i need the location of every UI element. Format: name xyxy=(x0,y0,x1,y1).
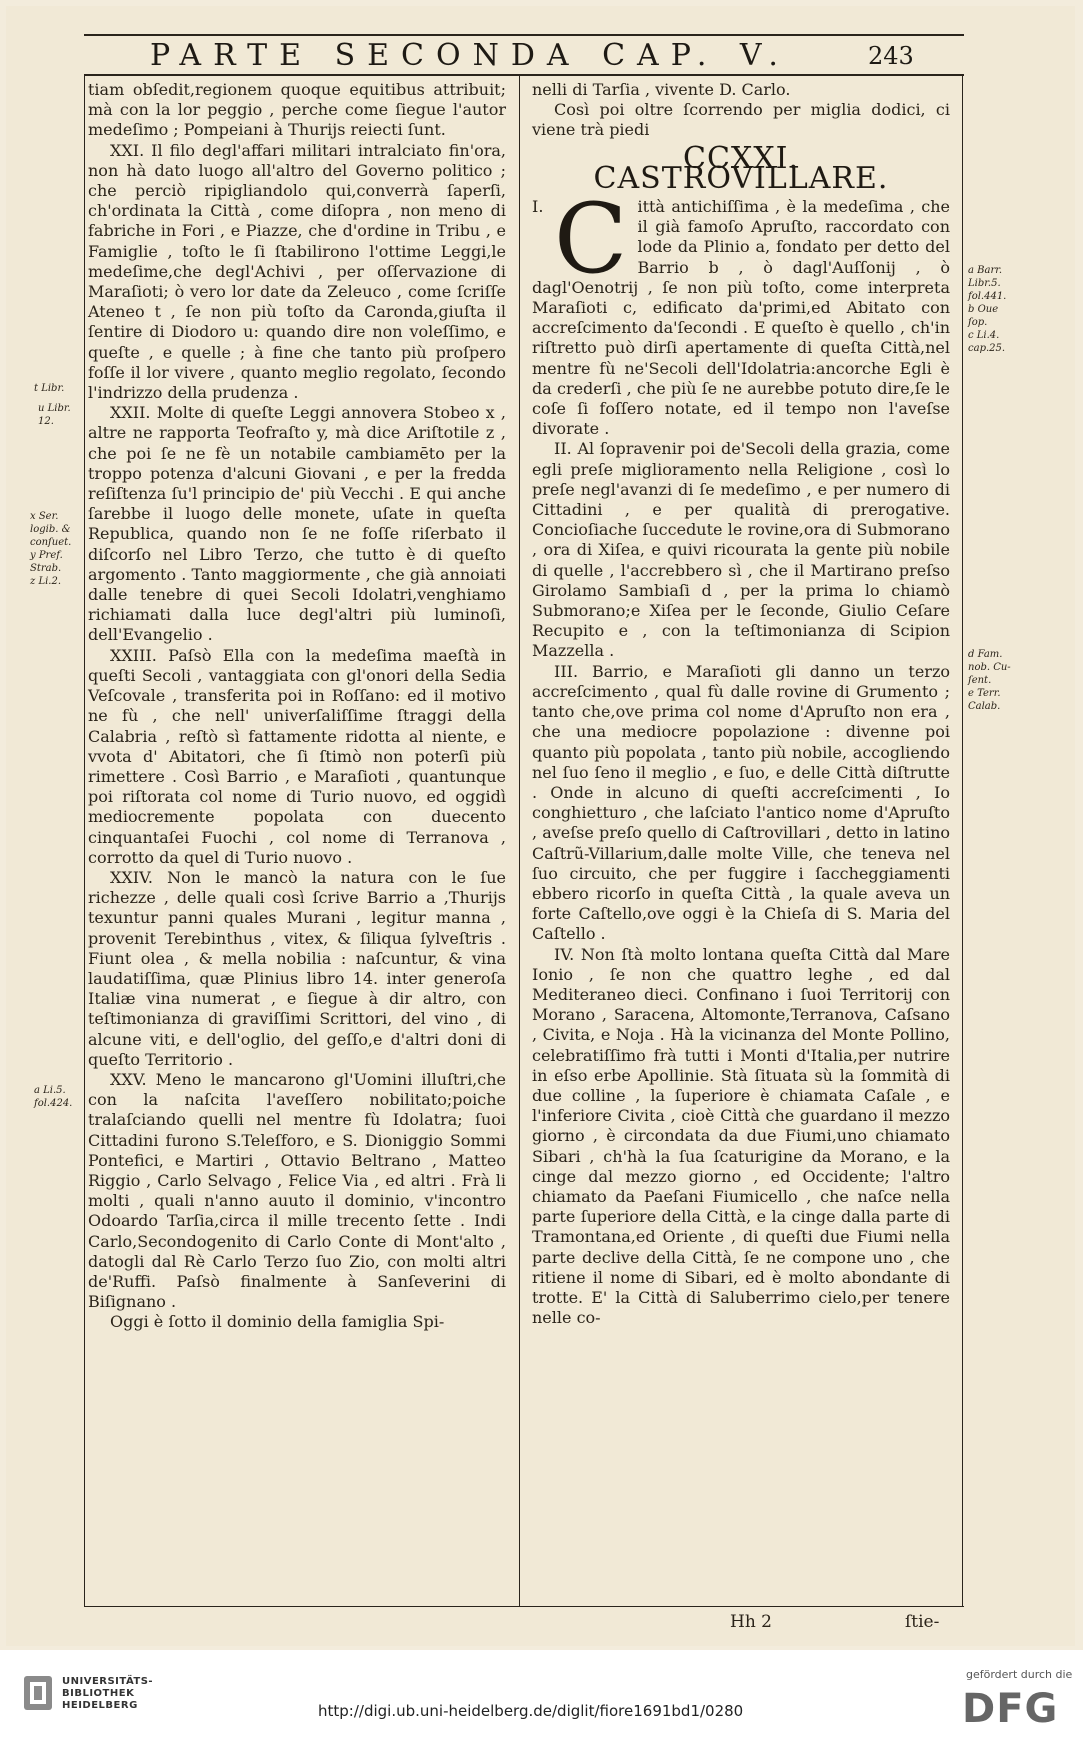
right-paragraph: II. Al ſopravenir poi de'Secoli della grazia, come egli preſe miglioramento nella Religione , così lo preſe negl'avanzi di ſe medeſimo , e per numero di Cittadini , e per qualità di prerogative. Concioſiache ſuccedute le rovine,ora di Submorano , ora di Xiſea, e quivi ricourata la gente più nobile di quelle , l'accrebbero sì , che il Martirano preſso Girolamo Sambiaſi d , per la prima lo chiamò Submorano;e Xiſea per le ſeconde, Giulio Ceſare Recupito e , con la teſtimonianza di Scipion Mazzella . xyxy=(532,439,950,661)
signature-mark: Hh 2 xyxy=(730,1612,772,1632)
dropcap-paragraph xyxy=(532,183,950,439)
library-name: UNIVERSITÄTS- BIBLIOTHEK HEIDELBERG xyxy=(62,1676,154,1711)
page-number: 243 xyxy=(868,42,914,70)
left-paragraph: XXV. Meno le mancarono gl'Uomini illuſtri,che con la naſcita l'aveſſero nobilitato;poiche tralaſciando quelli nel mentre fù Idolatra; ſuoi Cittadini furono S.Teleſforo, e S. Dioniggio Sommi Pontefici, e Martiri , Ottavio Beltrano , Matteo Riggio , Carlo Selvago , Felice Via , ed altri . Frà li molti , quali n'anno auuto il dominio, v'incontro Odoardo Tarſia,circa il mille trecento ſette . Indi Carlo,Secondogenito di Carlo Conte di Mont'alto , datogli dal Rè Carlo Terzo ſuo Zio, con molti altri de'Ruffi. Paſsò finalmente à Sanſeverini di Biſignano . xyxy=(88,1069,506,1312)
left-paragraph: XXIII. Paſsò Ella con la medeſima maeſtà in queſti Secoli , vantaggiata con gl'onori della Sedia Veſcovale , transferita poi in Roſſano: ed il motivo ne fù , che nell' univerſaliſſime ſtraggi della Calabria , reſtò sì fattamente ridotta al niente, e vvota d' Abitatori, che ſi ſtimò non poterſi più rimettere . Così Barrio , e Maraſioti , quantunque poi riſtorata col nome di Turio nuovo, ed oggidì mediocremente popolata con duecento cinquantaſei Fuochi , col nome di Terranova , corrotto da quel di Turio nuovo . xyxy=(88,645,506,867)
column-divider xyxy=(519,76,520,1606)
margin-note-t: t Libr. xyxy=(34,383,65,394)
library-seal-icon xyxy=(22,1674,54,1712)
margin-note-u: u Libr. 12. xyxy=(38,403,71,427)
right-intro: nelli di Tarſia , vivente D. Carlo. xyxy=(532,80,791,99)
dfg-logo: DFG xyxy=(962,1686,1059,1732)
right-paragraph: III. Barrio, e Maraſioti gli danno un terzo accreſcimento , qual fù dalle rovine di Grumento ; tanto che,ove prima col nome d'Apruſto non era , che una mediocre popolazione : divenne poi quanto più popolata , tanto più nobile, accogliendo nel ſuo ſeno il meglio , e ſuo, e delle Città diſtrutte . Onde in alcuno di queſti accreſcimenti , Io conghietturo , che laſciato l'antico nome d'Apruſto , aveſse preſo quello di Caſtrovillari , detto in latino Caſtrũ-Villarium,dalle molte Ville, che teneva nel ſuo circuito, che per fuggire i ſaccheggiamenti ebbero ricorſo in queſta Città , la quale aveva un forte Caſtello,ove oggi è la Chieſa di S. Maria del Caſtello . xyxy=(532,661,950,944)
left-paragraph: Oggi è ſotto il dominio della famiglia Spi- xyxy=(110,1312,445,1332)
drop-cap-letter: C xyxy=(554,183,628,296)
margin-note-abc: a Barr. Libr.5. fol.441. b Oue ſop. c Li.4. cap.25. xyxy=(968,265,1007,354)
chapter-title: CCXXI. CASTROVILLARE. xyxy=(593,140,889,196)
catchword: ſtie- xyxy=(905,1612,940,1632)
left-paragraph: tiam obſedit,regionem quoque equitibus attribuit; mà con la lor peggio , perche come ſiegue l'autor medeſimo ; Pompeiani à Thurijs reiecti ſunt. xyxy=(88,80,506,140)
right-paragraph: IV. Non ſtà molto lontana queſta Città dal Mare Ionio , ſe non che quattro leghe , ed dal Mediteraneo dieci. Confinano i ſuoi Territorij con Morano , Saracena, Altomonte,Terranova, Caſsano , Civita, e Noja . Hà la vicinanza del Monte Pollino, celebratiſſimo frà tutti i Monti d'Italia,per nutrire in eſso erbe Apollinie. Stà ſituata sù la ſommità di due colline , la ſuperiore è chiamata Caſale , e l'inferiore Civita , cioè Città che guardano il mezzo giorno , è circondata da due Fiumi,uno chiamato Sibari , ch'hà la ſua ſcaturigine da Morano, e la cinge dal mezzo giorno , ed Occidente; l'altro chiamato da Paeſani Fiumicello , che naſce nella parte ſuperiore della Città, e la cinge dalla parte di Tramontana,ed Oriente , di queſti due Fiumi nella parte declive della Città, ſe ne compone uno , che ritiene il nome di Sibari, ed è molto abondante di trotte. E' la Città di Saluberrimo cielo,per tenere nelle co- xyxy=(532,944,950,1328)
running-head: PARTE SECONDA CAP. V. xyxy=(150,38,790,73)
header-bottom-rule xyxy=(84,74,964,76)
digitization-footer xyxy=(0,1650,1083,1741)
right-paragraph: ittà antichiſſima , è la medeſima , che il già famoſo Apruſto, raccordato con lode da Plinio a, fondato per detto del Barrio b , ò dagl'Auſſonij , ò dagl'Oenotrij , ſe non più toſto, come interpreta Maraſioti c, edificato da'primi,ed Abitato con accreſcimento da'ſecondi . E queſto è quello , ch'in riſtretto può dirſi apertamente di queſta Città,nel mentre fù ne'Secoli dell'Idolatria:ancorche Egli è da crederſi , che più ſe ne aurebbe potuto dire,ſe le coſe ſi foſſero notate, ed il tempo non l'aveſse divorate . xyxy=(532,197,950,439)
margin-note-a: a Li.5. fol.424. xyxy=(34,1085,73,1109)
header-top-rule xyxy=(84,34,964,36)
left-paragraph: XXI. Il filo degl'affari militari intralciato fin'ora, non hà dato luogo all'altro del Governo politico ; che perciò ripigliandolo qui,converrà ſaperſi, ch'ordinata la Città , come diſopra , non meno di fabriche in Fori , e Piazze, che d'ordine in Tribu , e Famiglie , toſto le ſi ſtabilirono l'ottime Leggi,le medeſime,che degl'Achivi , per oſſervazione di Maraſioti; ò vero lor date da Zeleuco , come ſcriſſe Ateneo t , ſe non più toſto da Caronda,giuſta il ſentire di Diodoro u: quando dire non voleſſimo, e queſte , e quelle ; à fine che tanto più proſpero foſſe il lor vivere , quanto meglio regolato, ſecondo l'indrizzo della prudenza . xyxy=(88,140,506,403)
paragraph-number: I. xyxy=(532,197,544,217)
margin-note-de: d Fam. nob. Cu- ſent. e Terr. Calab. xyxy=(968,649,1011,712)
right-margin-rule xyxy=(962,76,963,1606)
left-paragraph: XXII. Molte di queſte Leggi annovera Stobeo x , altre ne rapporta Teofraſto y, mà dice Ariſtotile z , che poi ſe ne fè un notabile cambiamēto per la troppo potenza d'alcuni Giovani , e per la fredda reſiſtenza ſu'l principio de' più Vecchi . E qui anche ſarebbe il luogo delle monete, uſate in queſta Republica, quando non ſe ne foſſe riſerbato il diſcorſo nel Libro Terzo, che tutto è di queſto argomento . Tanto maggiormente , che già annoiati dalle tenebre di quei Secoli Idolatri,venghiamo richiamati dalla luce degl'altri più luminoſi, dell'Evangelio . xyxy=(88,403,506,645)
margin-note-x: x Ser. logib. & conſuet. y Pref. Strab. z Li.2. xyxy=(30,511,72,587)
footer-rule xyxy=(84,1606,964,1607)
funded-by-label: gefördert durch die xyxy=(966,1668,1073,1681)
right-column xyxy=(532,80,950,1328)
left-paragraph: XXIV. Non le mancò la natura con le ſue richezze , delle quali così ſcrive Barrio a ,Thurijs texuntur panni quales Murani , legitur manna , provenit Terebinthus , vitex, & ſiliqua ſylveſtris . Fiunt olea , & mella nobilia : naſcuntur, & vina laudatiſſima, quæ Plinius libro 14. inter generoſa Italiæ vina numerat , e ſiegue à dir altro, con teſtimonianza di graviſſimi Scrittori, del vino , di alcune viti, e dell'oglio, del geſſo,e d'altri doni di queſto Territorio . xyxy=(88,867,506,1069)
left-margin-rule xyxy=(84,76,85,1606)
left-column xyxy=(88,80,506,1333)
right-intro-2: Così poi oltre ſcorrendo per miglia dodici, ci viene trà piedi xyxy=(532,100,950,140)
source-url[interactable]: http://digi.ub.uni-heidelberg.de/diglit/fiore1691bd1/0280 xyxy=(318,1702,744,1720)
